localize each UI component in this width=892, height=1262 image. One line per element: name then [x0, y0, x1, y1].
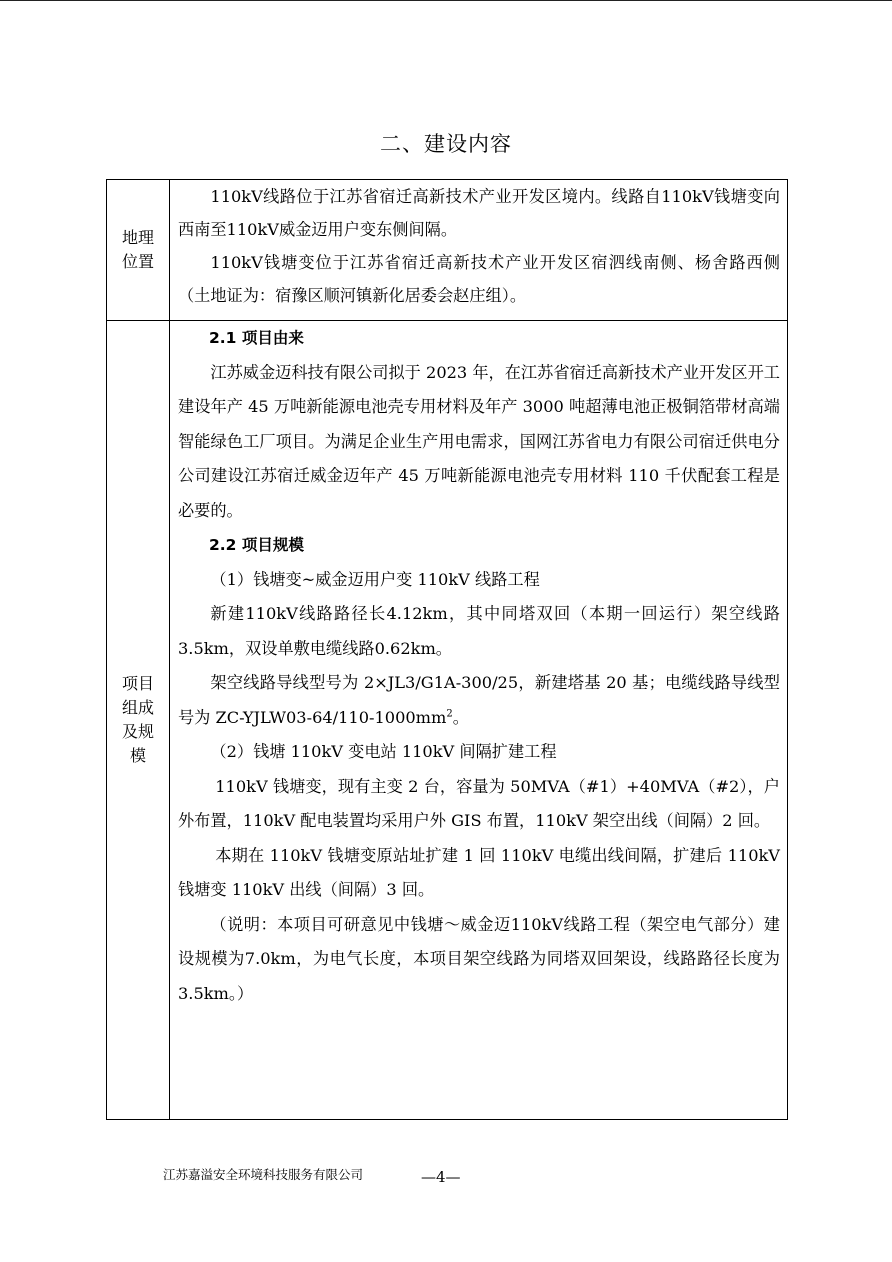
label-line: 地理: [121, 228, 154, 247]
label-line: 组成: [121, 698, 154, 717]
row-body-scope: [170, 321, 788, 1120]
footer-company: 江苏嘉溢安全环境科技服务有限公司: [163, 1167, 364, 1182]
row-label-scope: [107, 321, 170, 1120]
table-row-scope: [107, 321, 788, 1120]
section-title: 二、建设内容: [380, 132, 512, 156]
conductor-text: 架空线路导线型号为 2×JL3/G1A-300/25，新建塔基 20 基；电缆线路导线型号为 ZC-YJLW03-64/110-1000mm: [178, 673, 780, 727]
conductor-paragraph: [178, 666, 780, 735]
label-line: 及规: [121, 722, 154, 741]
origin-paragraph: 江苏威金迈科技有限公司拟于 2023 年，在江苏省宿迁高新技术产业开发区开工建设年产 45 万吨新能源电池壳专用材料及年产 3000 吨超薄电池正极铜箔带材高端智能绿色工厂项目。为满足企业生产用电需求，国网江苏省电力有限公司宿迁供电分公司建设江苏宿迁威金迈年产 45 万吨新能源电池壳专用材料 110 千伏配套工程是必要的。: [178, 362, 780, 520]
expansion-paragraph: 本期在 110kV 钱塘变原站址扩建 1 回 110kV 电缆出线间隔，扩建后 110kV 钱塘变 110kV 出线（间隔）3 回。: [178, 845, 780, 899]
content-table: [106, 179, 788, 1120]
label-line: 模: [129, 746, 146, 765]
location-paragraph: 110kV线路位于江苏省宿迁高新技术产业开发区境内。线路自110kV钱塘变向西南至110kV威金迈用户变东侧间隔。: [178, 187, 780, 239]
row-label-location: [107, 180, 170, 321]
table-row-location: [107, 180, 788, 321]
top-rule: [0, 0, 892, 1]
superscript: 2: [446, 708, 453, 720]
label-line: 项目: [121, 674, 154, 693]
heading-scale: 2.2 项目规模: [209, 536, 304, 554]
line-length-paragraph: 新建110kV线路路径长4.12km，其中同塔双回（本期一回运行）架空线路3.5km，双设单敷电缆线路0.62km。: [178, 604, 780, 658]
location-paragraph: 110kV钱塘变位于江苏省宿迁高新技术产业开发区宿泗线南侧、杨舍路西侧（土地证为：宿豫区顺河镇新化居委会赵庄组）。: [178, 253, 780, 305]
row-body-location: [170, 180, 788, 321]
substation-paragraph: 110kV 钱塘变，现有主变 2 台，容量为 50MVA（#1）+40MVA（#2），户外布置，110kV 配电装置均采用户外 GIS 布置，110kV 架空出线（间隔）2 回。: [178, 776, 780, 830]
heading-origin: 2.1 项目由来: [209, 329, 304, 347]
conductor-end: 。: [452, 707, 469, 727]
note-paragraph: （说明：本项目可研意见中钱塘～威金迈110kV线路工程（架空电气部分）建设规模为7.0km，为电气长度，本项目架空线路为同塔双回架设，线路路径长度为3.5km。）: [178, 914, 780, 1003]
subheading-substation: （2）钱塘 110kV 变电站 110kV 间隔扩建工程: [210, 742, 557, 761]
page-number: —4—: [421, 1168, 461, 1186]
subheading-line-project: （1）钱塘变~威金迈用户变 110kV 线路工程: [210, 569, 540, 589]
label-line: 位置: [121, 252, 154, 271]
